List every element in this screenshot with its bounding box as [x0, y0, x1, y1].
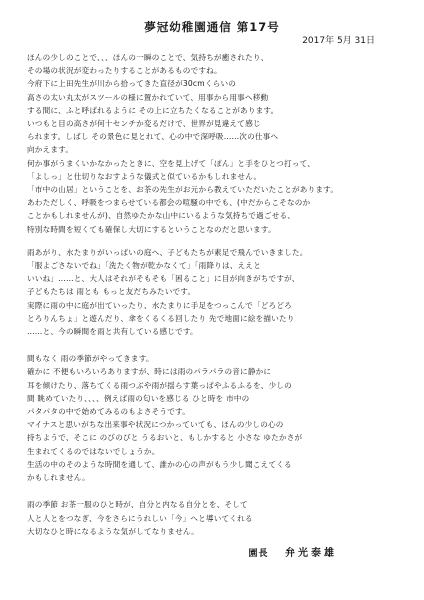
text-line: 持ちようで、そこに のびのびと うるおいと、もしかすると 小さな ゆたかさが [27, 433, 303, 443]
text-line: かもしれません。 [27, 473, 90, 483]
text-line: あわただしく、呼吸をつまらせている都会の喧騒の中でも、(中だからこそなのか [27, 198, 311, 208]
text-line: 雨あがり、水たまりがいっぱいの庭へ、子どもたちが素足で飛んでいきました。 [27, 247, 308, 257]
paragraph-3 [27, 352, 397, 484]
signature [27, 544, 397, 559]
paragraph-2 [27, 246, 397, 338]
text-line: ほんの少しのことで、、、ほんの一瞬のことで、気持ちが癒されたり、 [27, 53, 269, 62]
paragraph-1 [27, 51, 397, 236]
text-line: ことかもしれませんが)、自然ゆたかな山中にいるような気持ちで過ごせる、 [27, 211, 296, 221]
text-line: 「市中の山居」ということを、お茶の先生がお元から教えていただいたことがあります。 [27, 185, 339, 195]
text-line: パタパタの中で始めてみるのもよさそうです。 [27, 407, 190, 417]
text-line: 間もなく 雨の季節がやってきます。 [27, 354, 154, 364]
text-line: マイナスと思いがちな出来事や状況につかっていても、ほんの少しの心の [27, 420, 284, 430]
text-line: 向かえます。 [27, 145, 74, 155]
issue-date: 2017年 5月 31日 [302, 36, 375, 46]
text-line: 雨の季節 お茶一服のひと時が、自分と内なる自分とを、そして [27, 500, 248, 510]
signature-role: 園長 [248, 548, 269, 559]
text-line: 確かに 不便もいろいろありますが、時には雨のパラパラの音に静かに [27, 367, 272, 377]
text-line: 耳を傾けたり、落ちてくる雨つぶや雨が揺らす葉っぱやふるふるを、少しの [27, 380, 292, 390]
text-line: する間に、ふと呼ばれるように その上に立ちたくなることがあります。 [27, 105, 279, 115]
signature-name: 弁光泰雄 [285, 547, 337, 559]
text-line: ……と、今の瞬間を雨と共有している感じです。 [27, 327, 198, 337]
text-line: 「よしっ」と仕切りなおすような儀式と似ているかもしれません。 [27, 171, 262, 181]
paragraph-4 [27, 498, 397, 538]
text-line: 今府下に上田先生が川から拾ってきた直径が30cmくらいの [27, 79, 237, 89]
text-line: 生活の中のそのような時間を通して、誰かの心の声がもう少し聞こえてくる [27, 459, 292, 469]
text-line: 間 眺めていたり、、、、例えば雨の匂いを感じる ひと時を 市中の [27, 393, 250, 403]
text-line: 人と人とをつなぎ、今をさらにうれしい「今」へと導いてくれる [27, 513, 253, 523]
text-line: 実際に雨の中に庭が出ていったり、水たまりに手足をつっこんで「どろどろ [27, 300, 292, 310]
text-line: られます。しばし その景色に見とれて、心の中で深呼吸……次の仕事へ [27, 132, 279, 142]
text-line: 子どもたちは 雨とも もっと友だちみたいです。 [27, 287, 196, 297]
text-line: いいね」……と、大人はそれがそもそも「困ること」に目が向きがちですが、 [27, 274, 300, 284]
text-line: 何か事がうまくいかなかったときに、空を見上げて「ぽん」と手をひとつ打って、 [27, 158, 316, 168]
text-line: 高さの太い丸太がスツールの様に置かれていて、用事から用事へ移動 [27, 92, 269, 102]
text-line: 「服よごさないでね」「洗たく物が乾かなくて」「雨降りは、ええと [27, 261, 262, 271]
text-line: 特別な時間を短くても確保し大切にするということなのだと思います。 [27, 224, 276, 234]
text-line: 生まれてくるのではないでしょうか。 [27, 446, 160, 456]
text-line: いつもと目の高さが何十センチか変るだけで、世界が見違えて感じ [27, 119, 261, 129]
newsletter-title: 夢冠幼稚園通信 第17号 [144, 20, 280, 34]
text-line: 大切なひと時になるような気がしてなりません。 [27, 526, 199, 536]
text-line: その場の状況が変わったりすることがあるものですね。 [27, 66, 222, 76]
text-line: とろりんちょ」と遊んだり、傘をくるくる回したり 先で地面に絵を描いたり [27, 313, 295, 323]
